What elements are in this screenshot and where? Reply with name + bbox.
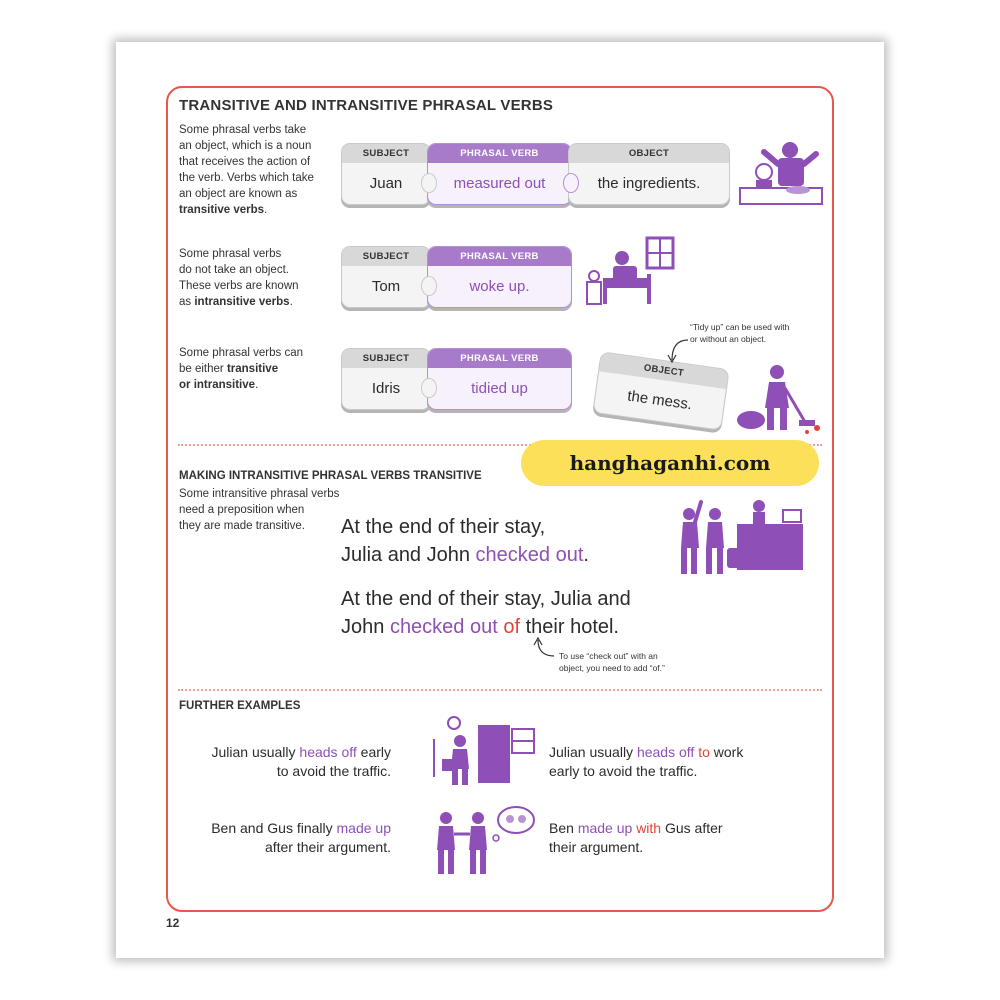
text-line: that receives the action of <box>179 156 311 168</box>
punctuation: . <box>289 296 293 308</box>
text-fragment: Julia and John <box>341 544 476 566</box>
text-line: object, you need to add “of.” <box>559 663 665 673</box>
text-line <box>341 541 589 569</box>
text-fragment: Ben and Gus finally <box>211 820 337 836</box>
text-line: after their argument. <box>264 839 391 855</box>
text-line <box>549 819 799 838</box>
phrasal-verb-label: PHRASAL VERB <box>428 349 571 368</box>
example-sentence-transitive <box>341 585 631 641</box>
check-out-note <box>559 650 699 674</box>
watermark-badge: hanghaganhi.com <box>521 440 819 486</box>
intro-making-transitive <box>179 486 349 534</box>
text-line: Some phrasal verbs can <box>179 347 304 359</box>
text-line <box>191 743 391 762</box>
punctuation: . <box>583 544 589 566</box>
example-made-up-transitive <box>549 819 799 857</box>
term-intransitive: intransitive verbs <box>194 296 290 308</box>
text-fragment: work <box>709 744 744 760</box>
text-line: At the end of their stay, Julia and <box>341 588 631 610</box>
text-line <box>179 202 339 218</box>
phrasal-verb-highlight: checked out <box>389 616 504 638</box>
example-heads-off-intransitive <box>191 743 391 781</box>
text-line <box>179 361 339 377</box>
tidy-up-note <box>690 321 820 345</box>
phrasal-verb-highlight: made up <box>577 820 637 836</box>
text-line: At the end of their stay, <box>341 516 546 538</box>
object-label: OBJECT <box>569 144 729 163</box>
phrasal-verb-word: woke up. <box>469 278 530 295</box>
puzzle-knob <box>421 173 437 193</box>
curved-arrow-icon <box>532 636 558 662</box>
text-line: their argument. <box>549 839 644 855</box>
object-label: OBJECT <box>599 352 728 389</box>
term-transitive: transitive verbs <box>179 204 265 216</box>
puzzle-knob <box>563 173 579 193</box>
preposition-highlight: of <box>503 616 521 638</box>
text-line <box>549 743 799 762</box>
section-title-transitive: TRANSITIVE AND INTRANSITIVE PHRASAL VERBS <box>179 97 554 114</box>
term-intransitive: or intransitive <box>179 379 256 391</box>
cooking-scale-illustration-icon <box>738 138 823 208</box>
text-fragment: John <box>341 616 390 638</box>
text-line <box>179 377 339 393</box>
leaving-for-work-illustration-icon <box>430 715 538 787</box>
punctuation: . <box>255 379 259 391</box>
text-line: or without an object. <box>690 334 767 344</box>
term-transitive: transitive <box>226 363 279 375</box>
text-line: an object are known as <box>179 188 298 200</box>
hotel-checkout-illustration-icon <box>675 496 805 578</box>
object-word: the ingredients. <box>597 175 701 192</box>
subject-piece <box>341 246 431 308</box>
preposition-highlight: to <box>698 744 710 760</box>
subject-word: Idris <box>371 380 401 397</box>
object-piece <box>568 143 730 205</box>
text-fragment: Ben <box>549 820 578 836</box>
subject-word: Juan <box>369 175 403 192</box>
subject-piece <box>341 143 431 205</box>
phrasal-verb-word: tidied up <box>471 380 528 397</box>
phrasal-verb-piece <box>427 143 572 205</box>
text-line: need a preposition when <box>179 504 305 516</box>
phrasal-verb-label: PHRASAL VERB <box>428 144 571 163</box>
text-line: early to avoid the traffic. <box>549 763 698 779</box>
page-number: 12 <box>166 916 180 930</box>
puzzle-knob <box>421 276 437 296</box>
text-line: Some intransitive phrasal verbs <box>179 488 340 500</box>
section-title-making-transitive: MAKING INTRANSITIVE PHRASAL VERBS TRANSITIVE <box>179 470 482 482</box>
text-line: These verbs are known <box>179 280 299 292</box>
curved-arrow-icon <box>662 336 692 366</box>
intro-transitive <box>179 122 339 218</box>
subject-label: SUBJECT <box>342 247 430 266</box>
example-made-up-intransitive <box>191 819 391 857</box>
text-fragment: Julian usually <box>211 744 300 760</box>
phrasal-verb-label: PHRASAL VERB <box>428 247 571 266</box>
text-line: the verb. Verbs which take <box>179 172 314 184</box>
example-sentence-intransitive <box>341 513 589 569</box>
phrasal-verb-highlight: checked out <box>475 544 584 566</box>
text-line: do not take an object. <box>179 264 289 276</box>
phrasal-verb-highlight: heads off <box>636 744 699 760</box>
text-line <box>341 613 631 641</box>
puzzle-knob <box>421 378 437 398</box>
text-line <box>179 294 339 310</box>
subject-label: SUBJECT <box>342 349 430 368</box>
example-heads-off-transitive <box>549 743 799 781</box>
making-up-illustration-icon <box>432 804 536 878</box>
text-line: to avoid the traffic. <box>276 763 391 779</box>
text-line: “Tidy up” can be used with <box>690 322 790 332</box>
section-title-further-examples: FURTHER EXAMPLES <box>179 700 301 712</box>
object-word: the mess. <box>626 387 694 414</box>
text-fragment: Julian usually <box>549 744 637 760</box>
subject-label: SUBJECT <box>342 144 430 163</box>
vacuuming-illustration-icon <box>735 362 823 434</box>
text-fragment: as <box>179 296 195 308</box>
phrasal-verb-highlight: heads off <box>299 744 357 760</box>
text-line <box>191 819 391 838</box>
waking-up-illustration-icon <box>585 236 677 308</box>
section-divider <box>178 689 822 691</box>
phrasal-verb-piece <box>427 348 572 410</box>
phrasal-verb-piece <box>427 246 572 308</box>
text-line: they are made transitive. <box>179 520 305 532</box>
text-line: Some phrasal verbs <box>179 248 282 260</box>
text-fragment: be either <box>179 363 227 375</box>
preposition-highlight: with <box>636 820 662 836</box>
phrasal-verb-word: measured out <box>453 175 546 192</box>
subject-word: Tom <box>371 278 401 295</box>
intro-intransitive <box>179 246 339 310</box>
intro-either <box>179 345 339 393</box>
text-line: To use “check out” with an <box>559 651 658 661</box>
text-fragment: early <box>356 744 391 760</box>
punctuation: . <box>264 204 268 216</box>
phrasal-verb-highlight: made up <box>336 820 391 836</box>
subject-piece <box>341 348 431 410</box>
text-fragment: Gus after <box>661 820 723 836</box>
text-line: Some phrasal verbs take <box>179 124 307 136</box>
text-fragment: their hotel. <box>520 616 619 638</box>
text-line: an object, which is a noun <box>179 140 312 152</box>
